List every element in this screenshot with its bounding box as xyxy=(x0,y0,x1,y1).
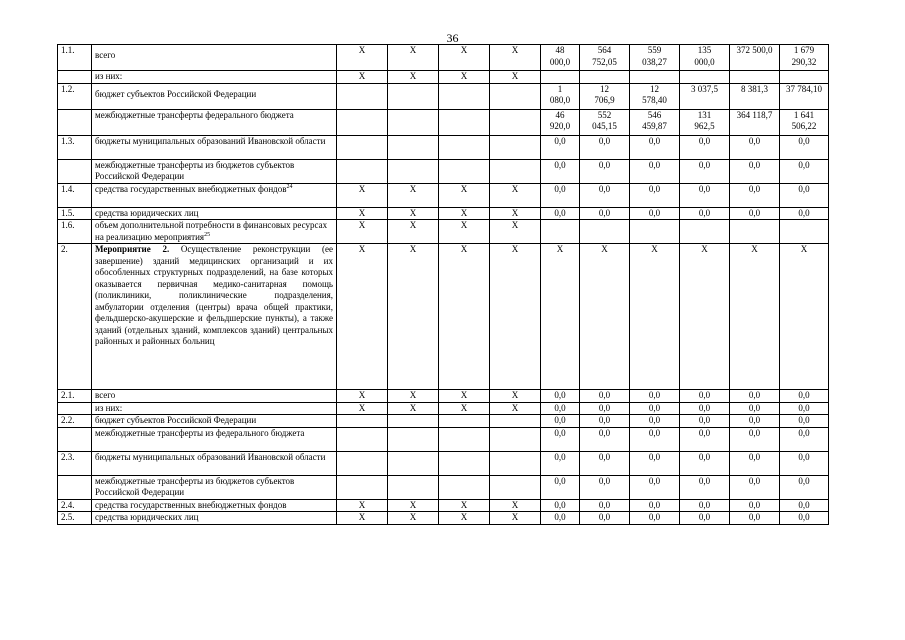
value-cell: 0,0 xyxy=(730,427,780,451)
row-number xyxy=(58,427,92,451)
marker-cell xyxy=(490,415,541,428)
value-cell: 48 000,0 xyxy=(541,45,580,71)
row-number: 1.5. xyxy=(58,207,92,220)
marker-cell: X xyxy=(439,512,490,525)
marker-cell xyxy=(490,83,541,109)
marker-cell xyxy=(439,427,490,451)
value-cell: 0,0 xyxy=(580,415,630,428)
marker-cell xyxy=(337,159,388,183)
value-cell: 0,0 xyxy=(680,207,730,220)
marker-cell: X xyxy=(388,244,439,390)
row-name xyxy=(92,220,337,244)
value-cell: 0,0 xyxy=(541,451,580,475)
marker-cell: X xyxy=(337,390,388,403)
marker-cell xyxy=(388,427,439,451)
row-name-text: межбюджетные трансферты из бюджетов субъектов Российской Федерации xyxy=(95,159,295,181)
marker-cell xyxy=(337,109,388,135)
table-row xyxy=(58,83,829,109)
value-cell xyxy=(680,220,730,244)
value-cell xyxy=(580,220,630,244)
value-cell: 0,0 xyxy=(780,402,829,415)
row-name xyxy=(92,499,337,512)
value-cell: 0,0 xyxy=(780,183,829,207)
marker-cell: X xyxy=(388,45,439,71)
marker-cell: X xyxy=(388,183,439,207)
value-cell: 364 118,7 xyxy=(730,109,780,135)
value-cell: 0,0 xyxy=(541,135,580,159)
value-cell: 8 381,3 xyxy=(730,83,780,109)
value-cell: 0,0 xyxy=(680,183,730,207)
row-name-text: бюджет субъектов Российской Федерации xyxy=(95,415,257,425)
value-cell: 0,0 xyxy=(541,415,580,428)
value-cell: 0,0 xyxy=(630,499,680,512)
marker-cell xyxy=(388,475,439,499)
value-cell: 0,0 xyxy=(780,451,829,475)
value-cell xyxy=(541,220,580,244)
value-cell: 0,0 xyxy=(680,475,730,499)
value-cell: 0,0 xyxy=(730,512,780,525)
row-name-text: средства юридических лиц xyxy=(95,512,199,522)
value-cell xyxy=(780,220,829,244)
value-cell: 0,0 xyxy=(630,451,680,475)
financing-table xyxy=(57,44,829,525)
page-number: 36 xyxy=(446,31,459,45)
marker-cell: X xyxy=(490,512,541,525)
table-row xyxy=(58,451,829,475)
row-number xyxy=(58,475,92,499)
marker-cell: X xyxy=(439,220,490,244)
value-cell: 0,0 xyxy=(580,207,630,220)
table-row xyxy=(58,159,829,183)
row-name xyxy=(92,83,337,109)
value-cell: 0,0 xyxy=(730,499,780,512)
marker-cell: X xyxy=(490,499,541,512)
row-name-text: бюджеты муниципальных образований Ивановской области xyxy=(95,135,326,146)
value-cell: 0,0 xyxy=(780,390,829,403)
table-row xyxy=(58,135,829,159)
value-cell: 0,0 xyxy=(580,159,630,183)
value-cell xyxy=(580,71,630,84)
value-cell: X xyxy=(630,244,680,390)
marker-cell xyxy=(490,475,541,499)
value-cell: 12 706,9 xyxy=(580,83,630,109)
value-cell: 0,0 xyxy=(630,475,680,499)
marker-cell: X xyxy=(337,71,388,84)
value-cell: 0,0 xyxy=(630,512,680,525)
value-cell: X xyxy=(580,244,630,390)
footnote-ref: 25 xyxy=(204,231,211,238)
marker-cell: X xyxy=(490,71,541,84)
marker-cell: X xyxy=(337,512,388,525)
marker-cell xyxy=(439,451,490,475)
row-name xyxy=(92,159,337,183)
row-number xyxy=(58,402,92,415)
value-cell: 0,0 xyxy=(630,159,680,183)
marker-cell xyxy=(490,135,541,159)
value-cell: 0,0 xyxy=(541,183,580,207)
row-name-text: всего xyxy=(95,390,116,400)
marker-cell: X xyxy=(337,183,388,207)
marker-cell xyxy=(337,427,388,451)
row-name xyxy=(92,427,337,451)
marker-cell xyxy=(388,135,439,159)
value-cell: 0,0 xyxy=(580,402,630,415)
value-cell: 0,0 xyxy=(780,207,829,220)
table-row xyxy=(58,475,829,499)
value-cell: X xyxy=(780,244,829,390)
value-cell: 0,0 xyxy=(730,207,780,220)
marker-cell: X xyxy=(388,402,439,415)
marker-cell: X xyxy=(490,207,541,220)
row-number: 2.5. xyxy=(58,512,92,525)
marker-cell xyxy=(388,83,439,109)
value-cell: X xyxy=(730,244,780,390)
value-cell: 0,0 xyxy=(541,512,580,525)
row-number: 1.2. xyxy=(58,83,92,109)
marker-cell: X xyxy=(439,207,490,220)
row-name xyxy=(92,207,337,220)
marker-cell xyxy=(337,83,388,109)
value-cell: 0,0 xyxy=(630,402,680,415)
value-cell: 0,0 xyxy=(630,135,680,159)
value-cell: 1 641 506,22 xyxy=(780,109,829,135)
row-name-text: бюджеты муниципальных образований Ивановской области xyxy=(95,451,326,462)
row-name-text: бюджет субъектов Российской Федерации xyxy=(95,88,257,99)
value-cell: 0,0 xyxy=(730,183,780,207)
value-cell: 0,0 xyxy=(630,183,680,207)
row-name-text: средства юридических лиц xyxy=(95,207,199,218)
value-cell xyxy=(730,220,780,244)
marker-cell: X xyxy=(388,499,439,512)
marker-cell: X xyxy=(439,45,490,71)
row-name-text: средства государственных внебюджетных фондов xyxy=(95,183,287,194)
table-row xyxy=(58,390,829,403)
value-cell: 0,0 xyxy=(630,415,680,428)
row-number: 2.1. xyxy=(58,390,92,403)
row-name xyxy=(92,135,337,159)
row-number: 1.1. xyxy=(58,45,92,71)
marker-cell xyxy=(388,109,439,135)
row-number: 1.6. xyxy=(58,220,92,244)
marker-cell xyxy=(490,451,541,475)
table-row xyxy=(58,402,829,415)
table-row xyxy=(58,207,829,220)
value-cell: 0,0 xyxy=(730,135,780,159)
marker-cell: X xyxy=(490,390,541,403)
value-cell: 559 038,27 xyxy=(630,45,680,71)
marker-cell xyxy=(337,135,388,159)
row-number: 2. xyxy=(58,244,92,390)
marker-cell: X xyxy=(439,71,490,84)
value-cell: 0,0 xyxy=(680,512,730,525)
table-row xyxy=(58,244,829,390)
value-cell: 0,0 xyxy=(680,402,730,415)
row-name xyxy=(92,415,337,428)
marker-cell xyxy=(337,415,388,428)
value-cell: 0,0 xyxy=(780,135,829,159)
value-cell: 0,0 xyxy=(541,207,580,220)
marker-cell xyxy=(439,135,490,159)
table-row xyxy=(58,427,829,451)
value-cell: 0,0 xyxy=(780,159,829,183)
footnote-ref: 24 xyxy=(286,183,293,190)
value-cell: 0,0 xyxy=(541,402,580,415)
marker-cell: X xyxy=(337,207,388,220)
marker-cell: X xyxy=(388,71,439,84)
value-cell: 0,0 xyxy=(780,499,829,512)
marker-cell: X xyxy=(439,244,490,390)
marker-cell xyxy=(439,109,490,135)
value-cell: 0,0 xyxy=(580,183,630,207)
value-cell: X xyxy=(541,244,580,390)
value-cell: 0,0 xyxy=(680,415,730,428)
marker-cell xyxy=(439,159,490,183)
value-cell: 0,0 xyxy=(680,499,730,512)
row-name-text: межбюджетные трансферты федерального бюджета xyxy=(95,109,294,120)
value-cell xyxy=(680,71,730,84)
value-cell: 0,0 xyxy=(680,451,730,475)
value-cell: 37 784,10 xyxy=(780,83,829,109)
value-cell: 0,0 xyxy=(541,475,580,499)
value-cell: 0,0 xyxy=(541,159,580,183)
value-cell xyxy=(630,71,680,84)
value-cell: X xyxy=(680,244,730,390)
marker-cell: X xyxy=(337,499,388,512)
value-cell: 0,0 xyxy=(580,475,630,499)
marker-cell xyxy=(490,109,541,135)
value-cell: 3 037,5 xyxy=(680,83,730,109)
marker-cell: X xyxy=(388,207,439,220)
row-name xyxy=(92,109,337,135)
marker-cell: X xyxy=(490,45,541,71)
marker-cell xyxy=(337,475,388,499)
value-cell: 564 752,05 xyxy=(580,45,630,71)
marker-cell: X xyxy=(388,220,439,244)
table-row xyxy=(58,220,829,244)
value-cell: 0,0 xyxy=(541,427,580,451)
marker-cell: X xyxy=(439,390,490,403)
value-cell: 0,0 xyxy=(780,427,829,451)
value-cell: 0,0 xyxy=(630,390,680,403)
value-cell: 0,0 xyxy=(580,390,630,403)
value-cell: 0,0 xyxy=(541,499,580,512)
table-row xyxy=(58,109,829,135)
row-name xyxy=(92,512,337,525)
row-name-text: межбюджетные трансферты из бюджетов субъектов Российской Федерации xyxy=(95,475,295,497)
marker-cell: X xyxy=(337,220,388,244)
table-row xyxy=(58,415,829,428)
row-number: 2.4. xyxy=(58,499,92,512)
row-number: 1.3. xyxy=(58,135,92,159)
marker-cell: X xyxy=(490,220,541,244)
marker-cell xyxy=(388,451,439,475)
value-cell: 135 000,0 xyxy=(680,45,730,71)
table-row xyxy=(58,71,829,84)
marker-cell: X xyxy=(337,402,388,415)
row-name-text: объем дополнительной потребности в финансовых ресурсах на реализацию мероприятия xyxy=(95,220,328,242)
row-number xyxy=(58,159,92,183)
row-name-text: средства государственных внебюджетных фондов xyxy=(95,499,287,510)
value-cell: 0,0 xyxy=(730,415,780,428)
marker-cell xyxy=(439,415,490,428)
row-number: 2.2. xyxy=(58,415,92,428)
table-row xyxy=(58,499,829,512)
row-name xyxy=(92,475,337,499)
value-cell: 0,0 xyxy=(630,427,680,451)
row-name-text: межбюджетные трансферты из федерального бюджета xyxy=(95,427,305,438)
row-name xyxy=(92,183,337,207)
value-cell: 0,0 xyxy=(780,475,829,499)
value-cell xyxy=(630,220,680,244)
row-name xyxy=(92,402,337,415)
activity-title: Мероприятие 2. xyxy=(95,244,170,254)
value-cell: 0,0 xyxy=(541,390,580,403)
table-row xyxy=(58,183,829,207)
marker-cell: X xyxy=(337,244,388,390)
value-cell: 0,0 xyxy=(780,415,829,428)
value-cell xyxy=(780,71,829,84)
row-name xyxy=(92,71,337,84)
value-cell: 546 459,87 xyxy=(630,109,680,135)
value-cell: 0,0 xyxy=(730,451,780,475)
value-cell xyxy=(541,71,580,84)
marker-cell: X xyxy=(337,45,388,71)
row-name-text: Осуществление реконструкции (ее завершение) зданий медицинских организаций и их обособленных структурных подразделений, на базе которых оказывается первичная медико-санитарная помощь (поликлиники, поликлинические подразделения, амбулатории отделения (центры) врача общей практики, фельдшерско-акушерские и фельдшерские пункты), а также зданий (отдельных зданий, комплексов зданий) центральных районных и районных больниц xyxy=(95,244,333,346)
value-cell: 46 920,0 xyxy=(541,109,580,135)
value-cell: 0,0 xyxy=(680,135,730,159)
value-cell: 0,0 xyxy=(580,499,630,512)
row-number xyxy=(58,109,92,135)
value-cell: 0,0 xyxy=(580,512,630,525)
marker-cell xyxy=(490,427,541,451)
marker-cell xyxy=(388,415,439,428)
value-cell: 0,0 xyxy=(730,402,780,415)
value-cell: 0,0 xyxy=(680,159,730,183)
row-number: 1.4. xyxy=(58,183,92,207)
row-name-text: из них: xyxy=(95,71,123,81)
marker-cell: X xyxy=(490,244,541,390)
marker-cell: X xyxy=(388,390,439,403)
row-name-text: из них: xyxy=(95,402,123,413)
value-cell: 12 578,40 xyxy=(630,83,680,109)
marker-cell: X xyxy=(490,183,541,207)
row-name xyxy=(92,390,337,403)
marker-cell xyxy=(337,451,388,475)
marker-cell: X xyxy=(439,183,490,207)
marker-cell xyxy=(439,83,490,109)
row-name-text: всего xyxy=(95,50,116,60)
value-cell: 372 500,0 xyxy=(730,45,780,71)
marker-cell xyxy=(490,159,541,183)
value-cell: 1 679 290,32 xyxy=(780,45,829,71)
value-cell: 0,0 xyxy=(580,135,630,159)
marker-cell: X xyxy=(439,499,490,512)
value-cell: 0,0 xyxy=(580,427,630,451)
row-name xyxy=(92,451,337,475)
row-number xyxy=(58,71,92,84)
value-cell: 552 045,15 xyxy=(580,109,630,135)
value-cell: 0,0 xyxy=(730,390,780,403)
value-cell: 0,0 xyxy=(680,427,730,451)
value-cell: 131 962,5 xyxy=(680,109,730,135)
value-cell: 0,0 xyxy=(630,207,680,220)
value-cell: 0,0 xyxy=(580,451,630,475)
row-number: 2.3. xyxy=(58,451,92,475)
row-name xyxy=(92,244,337,390)
table-row xyxy=(58,512,829,525)
marker-cell: X xyxy=(439,402,490,415)
row-name xyxy=(92,45,337,71)
value-cell: 1 080,0 xyxy=(541,83,580,109)
value-cell: 0,0 xyxy=(730,159,780,183)
marker-cell xyxy=(439,475,490,499)
value-cell: 0,0 xyxy=(730,475,780,499)
value-cell xyxy=(730,71,780,84)
value-cell: 0,0 xyxy=(680,390,730,403)
marker-cell: X xyxy=(388,512,439,525)
marker-cell: X xyxy=(490,402,541,415)
marker-cell xyxy=(388,159,439,183)
table-row xyxy=(58,45,829,71)
value-cell: 0,0 xyxy=(780,512,829,525)
